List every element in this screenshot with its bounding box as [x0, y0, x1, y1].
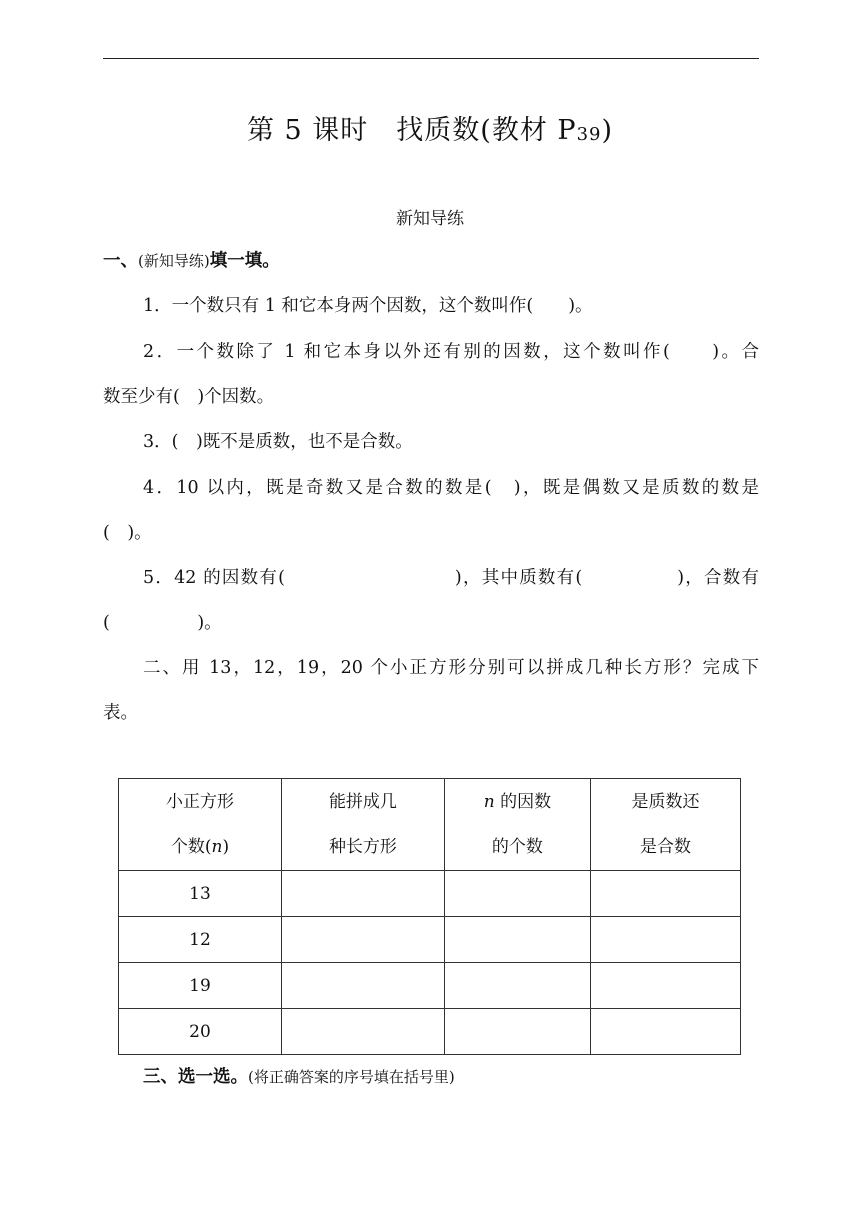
row-number-cell: 20 [119, 1009, 282, 1055]
question-2-line-1: 2．一个数除了 1 和它本身以外还有别的因数，这个数叫作( )。合 [143, 342, 759, 362]
answer-cell[interactable] [444, 963, 590, 1009]
header-text: 是质数还 [631, 791, 700, 812]
section-label: 新知导练 [396, 209, 464, 229]
header-text: 个数( [170, 836, 212, 857]
variable-n: n [483, 791, 495, 812]
header-text: 能拼成几 [328, 791, 397, 812]
part3-note: (将正确答案的序号填在括号里) [248, 1068, 455, 1086]
part3-title: 三、选一选。 [143, 1067, 248, 1087]
row-number-cell: 19 [119, 963, 282, 1009]
page-title [0, 108, 860, 147]
answer-cell[interactable] [281, 917, 444, 963]
answer-cell[interactable] [281, 871, 444, 917]
part1-number: 一、 [103, 251, 138, 271]
row-number-cell: 12 [119, 917, 282, 963]
answer-cell[interactable] [444, 871, 590, 917]
table-header-row [119, 779, 741, 871]
lesson-topic: 找质数(教材 P [396, 115, 577, 146]
header-text: 小正方形 [165, 791, 234, 812]
question-4-line-1: 4．10 以内，既是奇数又是合数的数是( )，既是偶数又是质数的数是 [143, 478, 759, 498]
answer-cell[interactable] [281, 963, 444, 1009]
answer-cell[interactable] [590, 871, 740, 917]
header-cell-rectangles [281, 779, 444, 871]
part1-heading [103, 253, 759, 271]
part3-heading [143, 1069, 799, 1087]
variable-n: n [211, 836, 223, 857]
question-2-line-2: 数至少有( )个因数。 [103, 387, 275, 407]
table-row [119, 1009, 741, 1055]
table-row [119, 963, 741, 1009]
rectangle-table [118, 778, 741, 1055]
answer-cell[interactable] [444, 1009, 590, 1055]
part2-heading-line-1: 二、用 13，12，19，20 个小正方形分别可以拼成几种长方形？完成下 [143, 658, 759, 678]
answer-cell[interactable] [281, 1009, 444, 1055]
header-cell-prime-or-composite [590, 779, 740, 871]
answer-cell[interactable] [444, 917, 590, 963]
answer-cell[interactable] [590, 963, 740, 1009]
question-5-line-2: ( )。 [103, 613, 222, 633]
title-close-paren: ) [601, 115, 614, 146]
header-text: 的个数 [491, 836, 543, 857]
question-3: 3．( )既不是质数，也不是合数。 [143, 432, 413, 452]
header-cell-squares [119, 779, 282, 871]
header-text: 的因数 [494, 791, 552, 812]
header-text: ) [222, 836, 230, 857]
question-1: 1．一个数只有 1 和它本身两个因数，这个数叫作( )。 [143, 296, 593, 316]
part2-heading-line-2: 表。 [103, 703, 138, 723]
answer-cell[interactable] [590, 917, 740, 963]
top-rule [103, 58, 759, 59]
row-number-cell: 13 [119, 871, 282, 917]
lesson-number: 第 5 课时 [246, 115, 369, 146]
header-cell-factor-count [444, 779, 590, 871]
header-text: 是合数 [639, 836, 691, 857]
question-5-line-1: 5．42 的因数有( )，其中质数有( )，合数有 [143, 568, 759, 588]
table-row [119, 917, 741, 963]
page-number: 39 [576, 124, 602, 145]
part1-title: 填一填。 [209, 251, 280, 271]
part1-paren-label: (新知导练) [138, 252, 210, 270]
table-row [119, 871, 741, 917]
header-text: 种长方形 [328, 836, 397, 857]
answer-cell[interactable] [590, 1009, 740, 1055]
question-4-line-2: ( )。 [103, 523, 152, 543]
